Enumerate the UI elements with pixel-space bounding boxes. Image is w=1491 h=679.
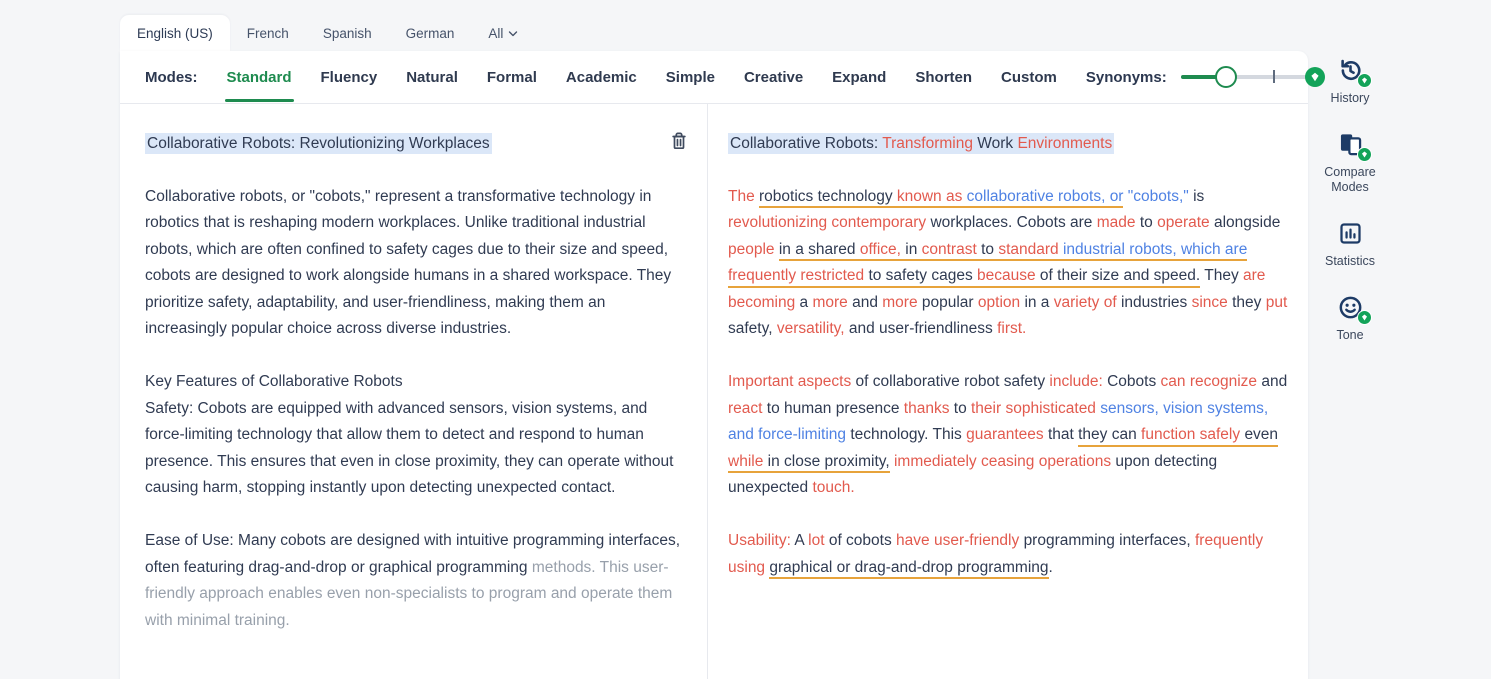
text-segment: more — [882, 293, 922, 311]
text-segment: to — [981, 241, 998, 262]
text-segment: versatility, — [776, 320, 849, 337]
text-segment: office, — [860, 241, 905, 262]
text-segment: even — [1244, 426, 1278, 447]
tools-sidebar — [1310, 57, 1390, 343]
text-segment: Work — [972, 135, 1018, 152]
tab-label: German — [405, 25, 455, 41]
text-segment: people — [728, 240, 779, 258]
text-segment: and — [852, 293, 883, 311]
text-segment: robotics technology — [759, 188, 897, 209]
text-segment: frequently using — [728, 532, 1264, 576]
text-segment: lot — [808, 532, 829, 549]
text-segment: in a — [1024, 293, 1054, 311]
mode-standard[interactable]: Standard — [226, 68, 292, 86]
text-segment: they can — [1078, 426, 1141, 447]
text-segment: variety of — [1053, 293, 1121, 311]
tab-all-languages[interactable] — [471, 15, 535, 51]
statistics-icon — [1337, 220, 1364, 247]
text-segment: that — [1047, 426, 1079, 443]
sidebar-item-statistics[interactable] — [1310, 220, 1390, 269]
tab-label: Spanish — [322, 25, 372, 41]
tab-label: English (US) — [137, 25, 213, 41]
tab-english-us[interactable] — [120, 15, 230, 51]
sidebar-item-label: History — [1330, 91, 1370, 105]
tab-german[interactable] — [389, 15, 472, 51]
sidebar-item-label: Compare Modes — [1324, 165, 1376, 194]
text-segment: industries — [1120, 293, 1192, 311]
text-segment: They — [1200, 267, 1243, 284]
text-segment: is — [1193, 187, 1205, 205]
input-paragraph — [145, 369, 690, 502]
slider-tick — [1273, 70, 1275, 83]
text-segment: Usability: — [728, 532, 795, 549]
text-segment: to — [1139, 214, 1158, 231]
text-segment: option — [977, 293, 1025, 311]
synonyms-slider[interactable] — [1181, 65, 1321, 89]
text-segment: safety, — [728, 320, 777, 337]
mode-natural[interactable]: Natural — [406, 68, 458, 86]
text-segment: industrial robots, which are — [1063, 241, 1247, 262]
text-segment: The — [728, 187, 760, 205]
text-segment: Key Features of Collaborative Robots — [145, 373, 403, 390]
tab-label: All — [488, 25, 504, 41]
synonyms-control — [1086, 65, 1321, 89]
chevron-down-icon — [508, 29, 518, 39]
text-segment: Collaborative robots, or "cobots," represent a transformative technology in robotics that is reshaping modern workplaces. Unlike traditional industrial robots, which are often confined to safety cages due to their size and speed, cobots are designed to work alongside humans in a shared workspace. They prioritize safety, adaptability, and user-friendliness, making them an increasingly popular choice across diverse industries. — [145, 187, 672, 337]
text-segment: methods. This user-friendly approach enables even non-specialists to program and operate them with minimal training. — [145, 558, 673, 629]
text-segment: function safely — [1141, 426, 1244, 447]
text-segment: while — [728, 453, 768, 474]
text-segment: alongside — [1213, 214, 1281, 231]
text-segment: touch. — [812, 479, 855, 496]
text-segment: of collaborative robot safety — [855, 373, 1050, 390]
text-segment: Ease of Use: Many cobots are designed with intuitive programming interfaces, often featuring drag-and-drop or graphical programming — [145, 532, 681, 576]
text-segment: collaborative robots, or — [967, 188, 1124, 209]
sidebar-item-history[interactable] — [1310, 57, 1390, 106]
text-segment: operate — [1157, 214, 1214, 231]
output-title — [728, 131, 1114, 157]
text-segment: since — [1191, 293, 1233, 311]
text-segment: Important aspects — [728, 373, 856, 390]
text-segment: contrast — [922, 241, 981, 262]
text-segment: A — [794, 532, 809, 549]
mode-custom[interactable]: Custom — [1001, 68, 1057, 86]
text-segment: made — [1096, 214, 1140, 231]
text-segment: known as — [897, 188, 967, 209]
text-segment: in close proximity, — [768, 453, 890, 474]
output-title-text — [728, 133, 1114, 154]
text-segment: "cobots," — [1123, 187, 1194, 205]
synonyms-slider-thumb[interactable] — [1215, 66, 1237, 88]
text-segment: are becoming — [728, 267, 1266, 311]
text-segment: to human presence — [766, 399, 904, 417]
text-segment: react — [728, 399, 767, 417]
mode-creative[interactable]: Creative — [743, 68, 804, 86]
mode-academic[interactable]: Academic — [565, 68, 637, 86]
text-segment: to safety cages — [868, 267, 977, 288]
sidebar-item-compare-modes[interactable] — [1310, 131, 1390, 195]
mode-expand[interactable]: Expand — [832, 68, 887, 86]
premium-gem-icon — [1357, 147, 1372, 162]
trash-icon — [670, 131, 688, 151]
input-text-panel[interactable] — [120, 104, 707, 679]
text-segment: frequently restricted — [728, 267, 868, 288]
premium-gem-icon — [1357, 310, 1372, 325]
text-segment: thanks — [903, 399, 954, 417]
text-segment: sensors, vision systems, and force-limiting — [728, 399, 1269, 443]
text-segment: workplaces. Cobots are — [930, 214, 1097, 231]
text-segment: of cobots — [828, 532, 897, 549]
output-paragraph — [728, 528, 1291, 581]
language-tabbar — [120, 15, 535, 51]
text-segment: first. — [997, 320, 1027, 337]
text-segment: in — [905, 241, 921, 262]
paraphraser-card — [120, 51, 1308, 679]
text-segment: put — [1265, 293, 1288, 311]
modes-bar — [120, 51, 1308, 104]
mode-simple[interactable]: Simple — [665, 68, 715, 86]
mode-fluency[interactable]: Fluency — [320, 68, 378, 86]
synonyms-label: Synonyms: — [1085, 68, 1167, 86]
tab-label: French — [246, 25, 289, 41]
editor-content — [120, 104, 1308, 679]
input-paragraph — [145, 528, 690, 634]
text-segment: revolutionizing contemporary — [728, 214, 931, 231]
text-segment: technology. This — [850, 426, 967, 443]
text-segment: can recognize — [1160, 373, 1262, 390]
text-segment: . — [1048, 558, 1053, 576]
input-paragraph — [145, 184, 690, 343]
sidebar-item-label: Statistics — [1324, 254, 1375, 268]
sidebar-item-label: Tone — [1336, 328, 1364, 342]
text-segment: and user-friendliness — [848, 320, 998, 337]
text-segment: guarantees — [966, 426, 1048, 443]
sidebar-item-tone[interactable] — [1310, 294, 1390, 343]
input-title-text: Collaborative Robots: Revolutionizing Workplaces — [147, 135, 490, 152]
text-segment: because — [977, 267, 1040, 288]
tab-spanish[interactable] — [306, 15, 389, 51]
output-paragraph — [728, 369, 1291, 502]
text-segment: programming interfaces, — [1023, 532, 1195, 549]
text-segment: popular — [921, 293, 978, 311]
text-segment: include: — [1049, 373, 1108, 390]
text-segment: Safety: Cobots are equipped with advanced sensors, vision systems, and force-limiting technology that allow them to detect and respond to human presence. This ensures that even in close proximity, they can operate without causing harm, stopping instantly upon detecting unexpected contact. — [145, 399, 674, 496]
text-segment: have user-friendly — [896, 532, 1024, 549]
mode-shorten[interactable]: Shorten — [915, 68, 973, 86]
text-segment: Transforming — [882, 135, 973, 152]
text-segment: more — [812, 293, 853, 311]
text-segment: their sophisticated — [971, 399, 1101, 417]
text-segment: of their size and speed. — [1040, 267, 1200, 288]
text-segment: Collaborative Robots: — [730, 135, 883, 152]
text-segment: standard — [998, 241, 1063, 262]
text-segment: immediately ceasing operations — [893, 452, 1116, 470]
output-paragraph — [728, 184, 1291, 343]
text-segment: to — [953, 399, 971, 417]
text-segment: Cobots — [1107, 373, 1161, 390]
text-segment: upon detecting unexpected — [728, 452, 1218, 496]
text-segment: and — [1261, 373, 1288, 390]
output-text-panel[interactable] — [707, 104, 1308, 679]
mode-formal[interactable]: Formal — [486, 68, 537, 86]
text-segment: Environments — [1017, 135, 1113, 152]
text-segment: they — [1232, 293, 1266, 311]
text-segment: graphical or drag-and-drop programming — [769, 559, 1048, 580]
modes-label: Modes: — [145, 68, 198, 86]
delete-text-button[interactable] — [668, 129, 690, 156]
text-segment: a — [799, 293, 813, 311]
input-title — [145, 131, 492, 157]
tab-french[interactable] — [230, 15, 306, 51]
premium-gem-icon — [1357, 73, 1372, 88]
text-segment: in a shared — [779, 241, 860, 262]
